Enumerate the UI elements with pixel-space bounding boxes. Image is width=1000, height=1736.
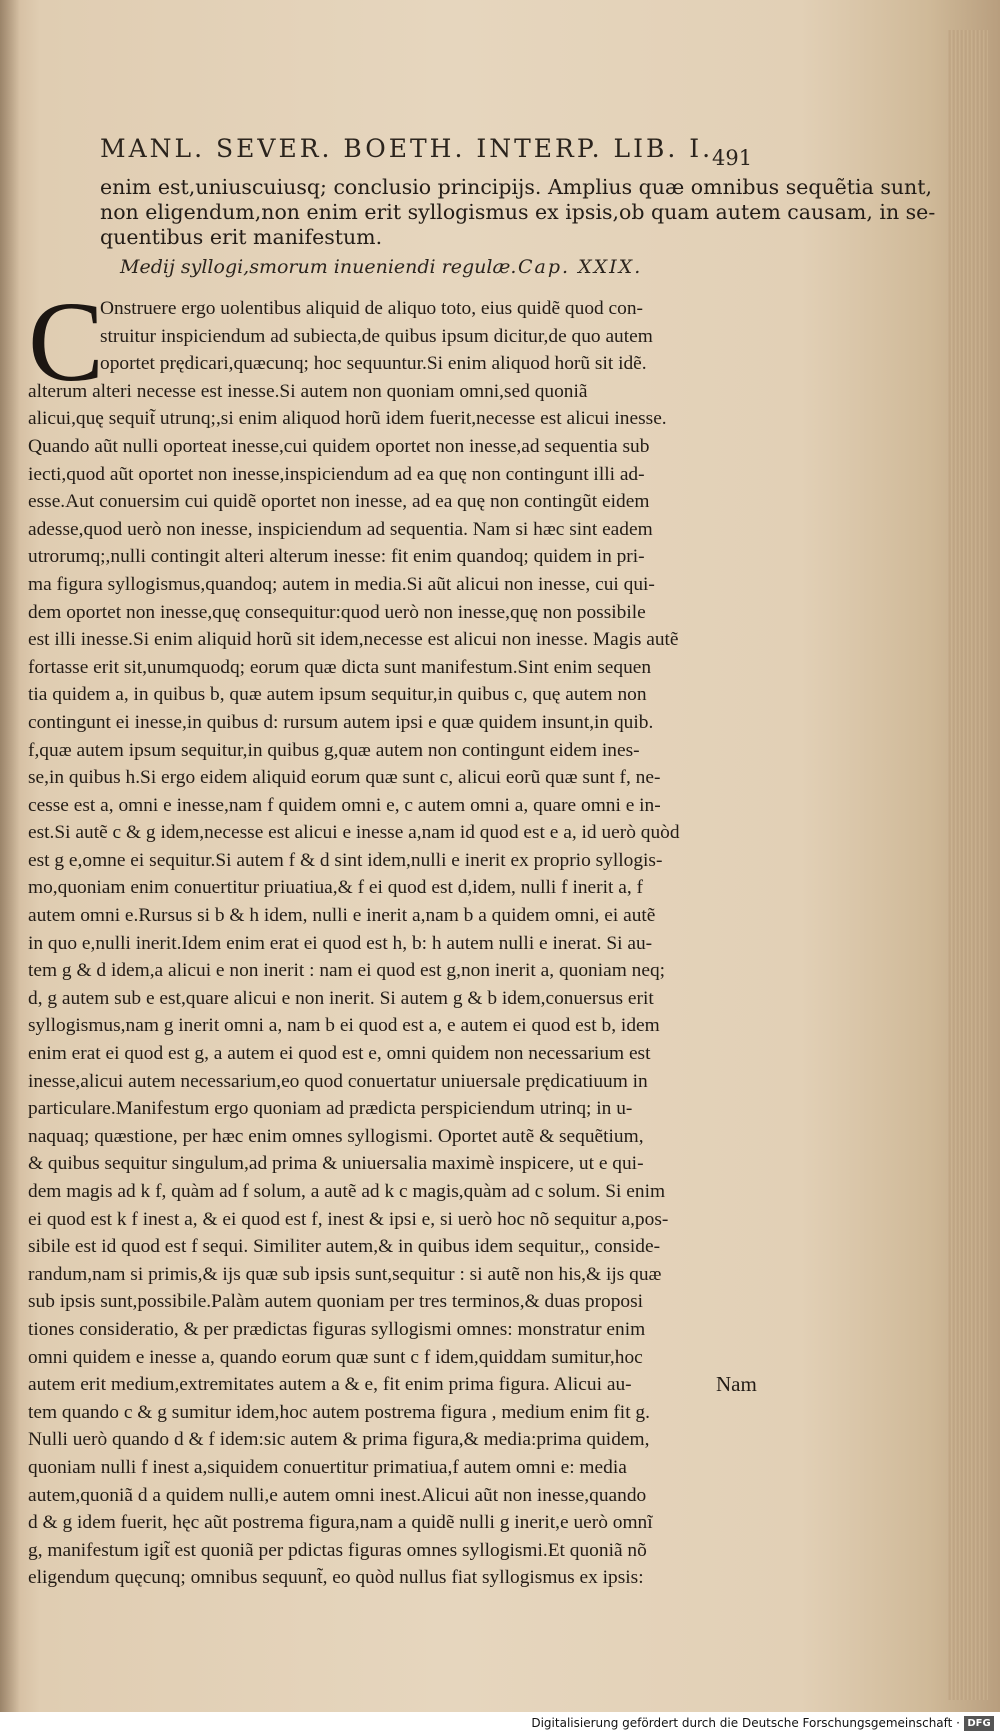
gutter-shadow <box>0 0 20 1712</box>
body-text <box>28 295 770 1592</box>
text-line: esse.Aut conuersim cui quidẽ oportet non inesse, ad ea quę non contingũt eidem <box>28 491 650 513</box>
text-line: autem erit medium,extremitates autem a & e, fit enim prima figura. Alicui au- <box>28 1374 632 1396</box>
text-line: est.Si autẽ c & g idem,necesse est alicui e inesse a,nam id quod est e a, id uerò quòd <box>28 822 680 844</box>
text-line: in quo e,nulli inerit.Idem enim erat ei quod est h, b: h autem nulli e inerat. Si au- <box>28 932 653 954</box>
text-line: est illi inesse.Si enim aliquid horũ sit idem,necesse est alicui non inesse. Magis autẽ <box>28 629 679 651</box>
text-line: particulare.Manifestum ergo quoniam ad prædicta perspiciendum utrinq; in u- <box>28 1098 633 1120</box>
chapter-heading <box>120 256 770 286</box>
text-line: Quando aũt nulli oporteat inesse,cui quidem oportet non inesse,ad sequentia sub <box>28 435 650 457</box>
continuation-line: enim est,uniuscuiusq; conclusio principijs. Amplius quæ omnibus sequẽtia sunt, <box>100 175 933 199</box>
text-line: ei quod est k f inest a, & ei quod est f, inest & ipsi e, si uerò hoc nõ sequitur a,pos- <box>28 1208 669 1230</box>
text-line: alterum alteri necesse est inesse.Si autem non quoniam omni,sed quoniã <box>28 380 588 402</box>
text-line: enim erat ei quod est g, a autem ei quod est e, omni quidem non necessarium est <box>28 1043 651 1065</box>
catchword: Nam <box>716 1372 757 1396</box>
page-edge <box>948 30 988 1700</box>
footer-credit: Digitalisierung gefördert durch die Deutsche Forschungsgemeinschaft · <box>531 1716 960 1730</box>
text-line: oportet prędicari,quæcunq; hoc sequuntur.Si enim aliquod horũ sit idẽ. <box>100 353 647 375</box>
text-line: tia quidem a, in quibus b, quæ autem ipsum sequitur,in quibus c, quę autem non <box>28 684 647 706</box>
text-line: & quibus sequitur singulum,ad prima & uniuersalia maximè inspicere, ut e qui- <box>28 1153 644 1175</box>
page-number: 491 <box>712 146 753 170</box>
text-line: syllogismus,nam g inerit omni a, nam b ei quod est a, e autem ei quod est b, idem <box>28 1015 660 1037</box>
text-line: g, manifestum igit̃ est quoniã per pdictas figuras omnes syllogismi.Et quoniã nõ <box>28 1539 647 1561</box>
dfg-logo: DFG <box>964 1716 994 1731</box>
text-line: d & g idem fuerit, hęc aũt postrema figura,nam a quidẽ nulli g inerit,e uerò omnĩ <box>28 1512 653 1534</box>
text-line: tem quando c & g sumitur idem,hoc autem postrema figura , medium enim fit g. <box>28 1401 650 1423</box>
text-line: contingunt ei inesse,in quibus d: rursum autem ipsi e quæ quidem insunt,in quib. <box>28 711 654 733</box>
text-line: Onstruere ergo uolentibus aliquid de aliquo toto, eius quidẽ quod con- <box>100 298 644 319</box>
text-line: adesse,quod uerò non inesse, inspiciendum ad sequentia. Nam si hæc sint eadem <box>28 518 653 540</box>
text-line: struitur inspiciendum ad subiecta,de quibus ipsum dicitur,de quo autem <box>100 325 653 347</box>
text-line: utrorumq;,nulli contingit alteri alterum inesse: fit enim quandoq; quidem in pri- <box>28 546 645 568</box>
continuation-paragraph <box>100 175 936 250</box>
text-line: quoniam nulli f inest a,siquidem conuertitur primatiua,f autem omni e: media <box>28 1456 627 1478</box>
chapter-title: Medij syllogi,smorum inueniendi regulæ. <box>120 256 517 278</box>
text-line: tiones consideratio, & per prædictas figuras syllogismi omnes: monstratur enim <box>28 1318 646 1340</box>
text-line: ma figura syllogismus,quandoq; autem in media.Si aũt alicui non inesse, cui qui- <box>28 573 655 595</box>
text-line: sibile est id quod est f sequi. Similiter autem,& in quibus idem sequitur,, conside- <box>28 1236 661 1258</box>
text-line: alicui,quę sequit̃ utrunq;,si enim aliquod horũ idem fuerit,necesse est alicui inesse. <box>28 408 667 430</box>
text-line: autem omni e.Rursus si b & h idem, nulli e inerit a,nam b a quidem omni, ei autẽ <box>28 905 656 927</box>
digitization-footer <box>0 1712 1000 1736</box>
text-line: mo,quoniam enim conuertitur priuatiua,& f ei quod est d,idem, nulli f inerit a, f <box>28 877 643 899</box>
chapter-number: Cap. XXIX. <box>518 256 643 278</box>
text-line: fortasse erit sit,unumquodq; eorum quæ dicta sunt manifestum.Sint enim sequen <box>28 656 652 678</box>
text-line: omni quidem e inesse a, quando eorum quæ sunt c f idem,quiddam sumitur,hoc <box>28 1346 643 1368</box>
text-line: dem magis ad k f, quàm ad f solum, a autẽ ad k c magis,quàm ad c solum. Si enim <box>28 1181 666 1202</box>
text-line: naquaq; quæstione, per hæc enim omnes syllogismi. Oportet autẽ & sequẽtium, <box>28 1125 644 1147</box>
continuation-line: quentibus erit manifestum. <box>100 225 383 249</box>
text-line: eligendum quęcunq; omnibus sequunt̃, eo quòd nullus fiat syllogismus ex ipsis: <box>28 1567 644 1589</box>
text-line: randum,nam si primis,& ijs quæ sub ipsis sunt,sequitur : si autẽ non his,& ijs quæ <box>28 1263 662 1285</box>
text-line: tem g & d idem,a alicui e non inerit : nam ei quod est g,non inerit a, quoniam neq; <box>28 960 666 982</box>
text-line: d, g autem sub e est,quare alicui e non inerit. Si autem g & b idem,conuersus erit <box>28 987 654 1009</box>
drop-capital: C <box>28 278 105 405</box>
text-line: se,in quibus h.Si ergo eidem aliquid eorum quæ sunt c, alicui eorũ quæ sunt f, ne- <box>28 767 661 789</box>
continuation-line: non eligendum,non enim erit syllogismus ex ipsis,ob quam autem causam, in se- <box>100 200 936 224</box>
text-line: est g e,omne ei sequitur.Si autem f & d sint idem,nulli e inerit ex proprio syllogis- <box>28 849 663 871</box>
text-line: f,quæ autem ipsum sequitur,in quibus g,quæ autem non contingunt eidem ines- <box>28 739 640 761</box>
text-line: autem,quoniã d a quidem nulli,e autem omni inest.Alicui aũt non inesse,quando <box>28 1484 647 1506</box>
text-line: inesse,alicui autem necessarium,eo quod conuertatur uniuersale prędicatiuum in <box>28 1070 648 1092</box>
text-line: cesse est a, omni e inesse,nam f quidem omni e, c autem omni a, quare omni e in- <box>28 794 661 816</box>
text-line: Nulli uerò quando d & f idem:sic autem & prima figura,& media:prima quidem, <box>28 1429 650 1451</box>
running-head: MANL. SEVER. BOETH. INTERP. LIB. I. <box>100 134 714 163</box>
text-line: dem oportet non inesse,quę consequitur:quod uerò non inesse,quę non possibile <box>28 601 646 623</box>
text-line: sub ipsis sunt,possibile.Palàm autem quoniam per tres terminos,& duas proposi <box>28 1291 644 1313</box>
text-line: iecti,quod aũt oportet non inesse,inspiciendum ad ea quę non contingunt illi ad- <box>28 463 645 485</box>
